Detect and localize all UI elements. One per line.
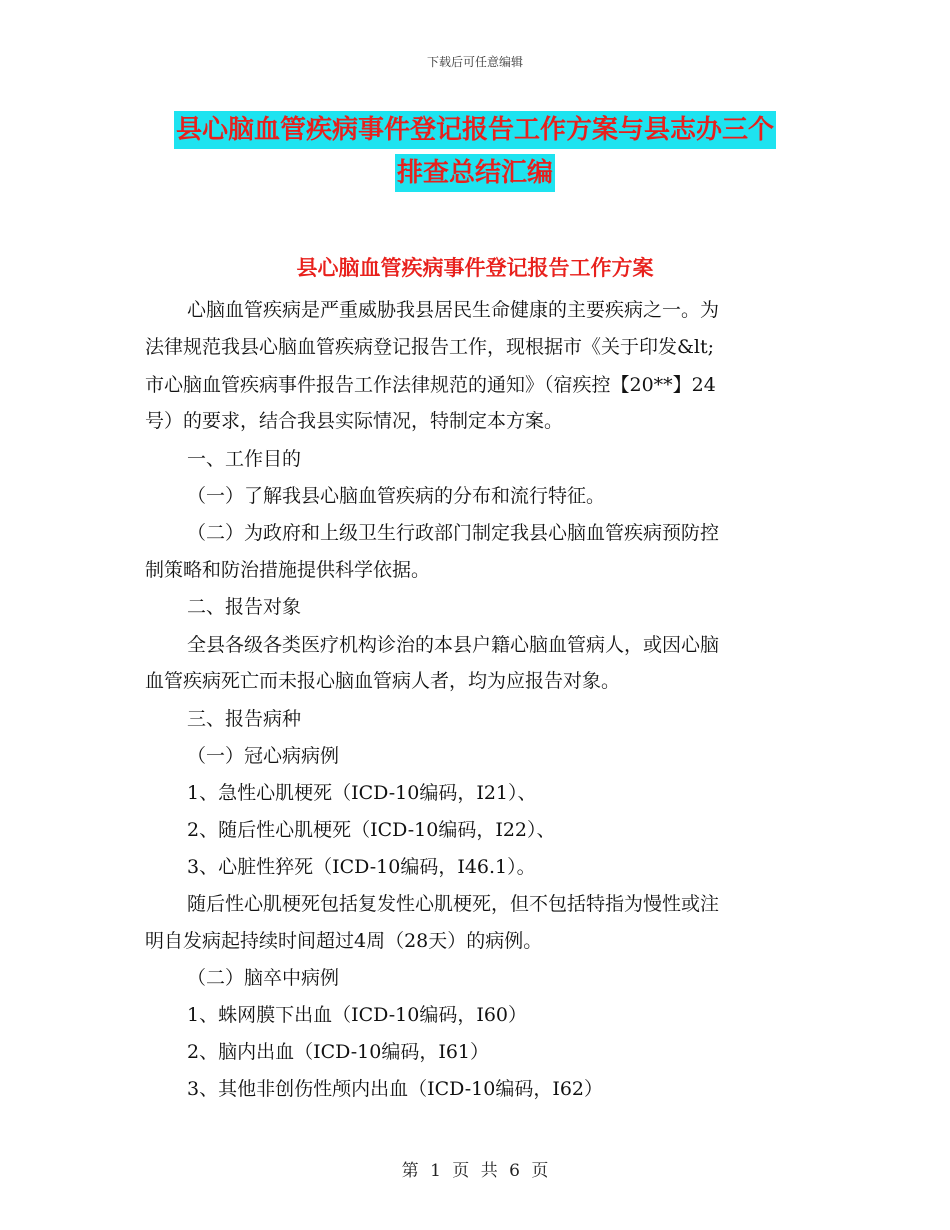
section-title: 县心脑血管疾病事件登记报告工作方案	[296, 255, 654, 280]
list-item: 3、其他非创伤性颅内出血（ICD-10编码，I62）	[187, 1078, 603, 1100]
paragraph-line: 市心脑血管疾病事件报告工作法律规范的通知》（宿疾控【20**】24	[145, 374, 716, 396]
paragraph-line: 随后性心肌梗死包括复发性心肌梗死，但不包括特指为慢性或注	[187, 893, 720, 915]
list-item: 1、蛛网膜下出血（ICD-10编码，I60）	[187, 1004, 527, 1026]
paragraph-line: 明自发病起持续时间超过4周（28天）的病例。	[145, 930, 543, 952]
list-item: （二）为政府和上级卫生行政部门制定我县心脑血管疾病预防控	[187, 522, 720, 544]
document-title-line-2	[0, 160, 950, 186]
list-item: 2、随后性心肌梗死（ICD-10编码，I22）、	[187, 819, 556, 841]
page-footer: 第 1 页 共 6 页	[401, 1161, 549, 1181]
sub-heading-stroke: （二）脑卒中病例	[187, 967, 340, 989]
heading-report-target: 二、报告对象	[187, 596, 302, 618]
paragraph-line: 法律规范我县心脑血管疾病登记报告工作，现根据市《关于印发&lt;	[145, 336, 715, 358]
title-highlight: 县心脑血管疾病事件登记报告工作方案与县志办三个	[174, 111, 776, 149]
list-item: 2、脑内出血（ICD-10编码，I61）	[187, 1041, 489, 1063]
title-highlight: 排查总结汇编	[395, 154, 555, 192]
list-item: （一）了解我县心脑血管疾病的分布和流行特征。	[187, 485, 606, 507]
paragraph-line: 号）的要求，结合我县实际情况，特制定本方案。	[145, 410, 564, 432]
list-item: 3、心脏性猝死（ICD-10编码，I46.1）。	[187, 856, 536, 878]
list-item: 1、急性心肌梗死（ICD-10编码，I21）、	[187, 782, 537, 804]
paragraph-line: 全县各级各类医疗机构诊治的本县户籍心脑血管病人，或因心脑	[187, 634, 720, 656]
document-title-line-1	[0, 117, 950, 143]
header-note: 下载后可任意编辑	[426, 55, 523, 69]
paragraph-line: 心脑血管疾病是严重威胁我县居民生命健康的主要疾病之一。为	[187, 299, 720, 321]
paragraph-line: 血管疾病死亡而未报心脑血管病人者，均为应报告对象。	[145, 670, 621, 692]
paragraph-line: 制策略和防治措施提供科学依据。	[145, 559, 431, 581]
heading-work-purpose: 一、工作目的	[187, 448, 302, 470]
sub-heading-coronary: （一）冠心病病例	[187, 745, 340, 767]
heading-report-diseases: 三、报告病种	[187, 708, 302, 730]
